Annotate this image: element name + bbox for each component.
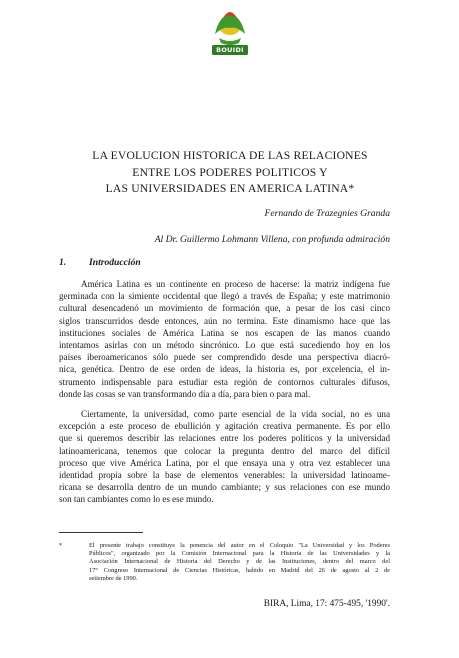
logo: [205, 4, 255, 62]
footnote-divider: [59, 532, 143, 533]
paragraph-line: cultural desencadenó un movimiento de formación que, a pesar de los casi cinco: [59, 303, 390, 314]
footnote-mark: *: [59, 542, 63, 549]
body-paragraph: [59, 278, 390, 400]
footnote-line: El presente trabajo constituye la ponencia del autor en el Coloquio "La Universidad y los Poderes: [89, 542, 390, 549]
paragraph-line: excepción a este proceso de ebullición y agitación creativa permanente. Es por ello: [59, 421, 390, 432]
article-title: [40, 148, 420, 198]
paragraph-line: instituciones sociales de América Latina se nos escapen de las manos cuando: [59, 327, 390, 338]
paragraph-line: que si queremos describir las relaciones entre los poderes políticos y la universidad: [59, 433, 390, 444]
paragraph-line: intentamos asirlas con un método sincrónico. Lo que está sucediendo hoy en los: [59, 339, 390, 350]
logo-text: BOUIDI: [216, 46, 244, 54]
journal-citation: BIRA, Lima, 17: 475-495, '1990'.: [263, 599, 390, 609]
section-heading: [59, 257, 141, 268]
paragraph-line: germinada con la simiente occidental que llegó a través de España; y este matrimonio: [59, 291, 390, 302]
title-line: LAS UNIVERSIDADES EN AMERICA LATINA*: [105, 182, 355, 195]
footnote-line: Asociación Internacional de Historia del Derecho y de las Instituciones, dentro del marco del: [89, 558, 390, 566]
paragraph-line: países iberoamericanos sólo puede ser comprendido desde una perspectiva diacró-: [59, 352, 390, 363]
footnote-body: [89, 542, 390, 583]
footnote-line: 17° Congreso Internacional de Ciencias Históricas, habido en Madrid del 26 de agosto al 2 de: [89, 566, 390, 574]
paragraph-line: América Latina es un continente en proceso de hacerse: la matriz indígena fue: [81, 279, 390, 289]
title-line: LA EVOLUCION HISTORICA DE LAS RELACIONES: [92, 149, 368, 162]
footnote-line: setiembre de 1990.: [89, 574, 138, 582]
author-name: Fernando de Trazegnies Granda: [264, 208, 390, 219]
section-number: 1.: [59, 257, 67, 268]
paragraph-line: son tan cambiantes como lo es ese mundo.: [59, 494, 214, 505]
paragraph-line: identidad propia sobre la base de elementos venerables: la universidad latinoame-: [59, 469, 390, 480]
footnote-line: Públicos", organizado por la Comisión Internacional para la Historia de las Universidades y la: [89, 550, 390, 558]
paragraph-line: ricana se desarrolla dentro de un mundo cambiante; y sus relaciones con ese mundo: [59, 482, 390, 493]
paragraph-line: nica, genética. Dentro de ese orden de ideas, la historia es, por excelencia, el in-: [59, 364, 390, 375]
paragraph-line: latinoamericana, tenemos que colocar la pregunta dentro del marco del difícil: [59, 445, 390, 456]
paragraph-line: donde las cosas se van transformando día a día, para bien o para mal.: [59, 388, 311, 399]
paragraph-line: proceso que vive América Latina, por el que ensaya una y otra vez establecer una: [59, 457, 390, 468]
section-title: Introducción: [89, 257, 141, 268]
body-paragraph: [59, 408, 390, 506]
dedication: Al Dr. Guillermo Lohmann Villena, con profunda admiración: [154, 234, 390, 245]
paragraph-line: strumento indispensable para estudiar esta región de contornos culturales difusos,: [59, 376, 390, 387]
title-line: ENTRE LOS PODERES POLITICOS Y: [132, 165, 328, 179]
paragraph-line: Ciertamente, la universidad, como parte esencial de la vida social, no es una: [81, 409, 390, 419]
paragraph-line: siglos transcurridos desde entonces, aún no termina. Este dinamismo hace que las: [59, 315, 390, 326]
